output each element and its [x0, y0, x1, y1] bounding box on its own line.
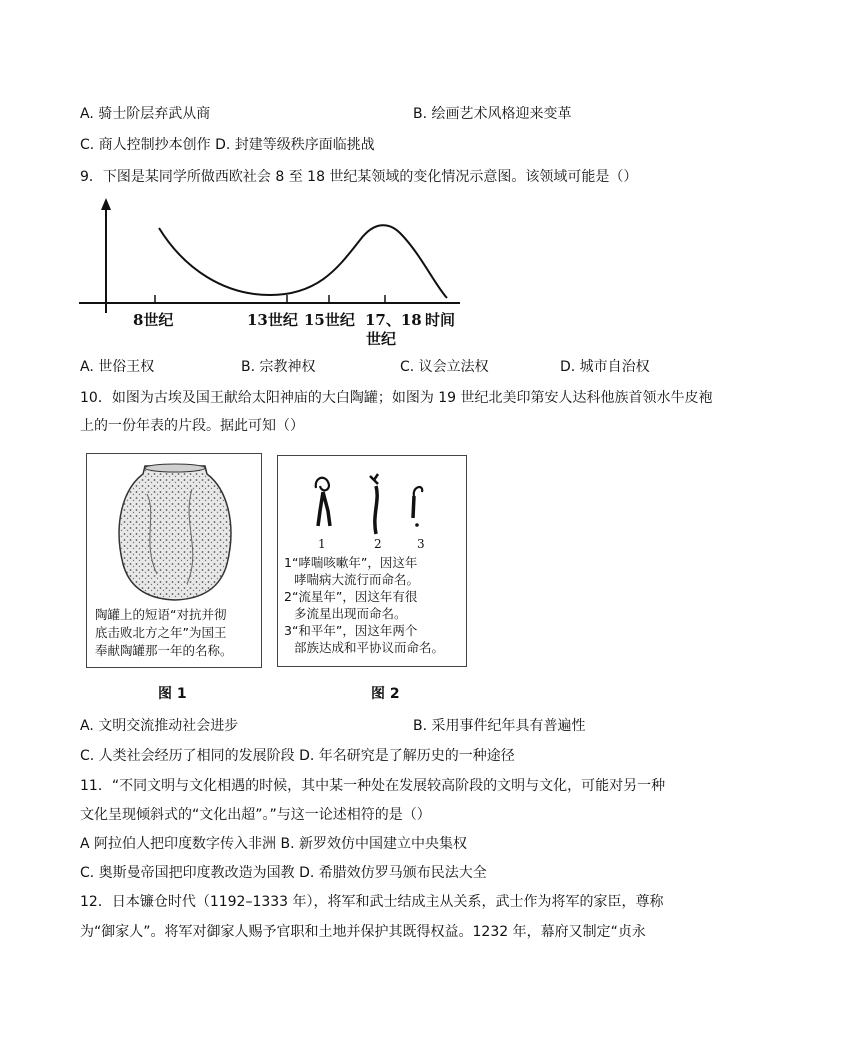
q12-stem-line1: 12．日本镰仓时代（1192–1333 年），将军和武士结成主从关系，武士作为将军的家臣，尊称 [80, 894, 664, 910]
y-axis-arrow [101, 198, 111, 210]
q10-option-a: A. 文明交流推动社会进步 [80, 718, 239, 734]
tick-label-17-18: 17、18 [365, 311, 422, 329]
q9-option-c: C. 议会立法权 [400, 359, 489, 375]
figure-2 [277, 455, 467, 667]
fig2-text-1: 1“哮喘咳嗽年”，因这年 [284, 555, 418, 570]
q9-option-b: B. 宗教神权 [241, 359, 316, 375]
q11-option-cd: C. 奥斯曼帝国把印度教改造为国教 D. 希腊效仿罗马颁布民法大全 [80, 865, 487, 881]
fig1-text-3: 奉献陶罐那一年的名称。 [95, 643, 233, 658]
fig2-text-6: 部族达成和平协议而命名。 [294, 640, 445, 655]
q9-stem: 9．下图是某同学所做西欧社会 8 至 18 世纪某领域的变化情况示意图。该领域可能是（） [80, 169, 638, 185]
pictogram-number-1: 1 [318, 537, 326, 551]
q10-stem-line2: 上的一份年表的片段。据此可知（） [80, 418, 304, 434]
q9-chart [75, 195, 475, 350]
q9-option-a: A. 世俗王权 [80, 359, 155, 375]
q11-option-ab: A 阿拉伯人把印度数字传入非洲 B. 新罗效仿中国建立中央集权 [80, 836, 467, 852]
fig1-text-2: 底击败北方之年”为国王 [95, 625, 227, 640]
q12-stem-line2: 为“御家人”。将军对御家人赐予官职和土地并保护其既得权益。1232 年，幕府又制定“贞永 [80, 924, 646, 940]
fig2-text-5: 3“和平年”，因这年两个 [284, 623, 418, 638]
q10-option-b: B. 采用事件纪年具有普遍性 [413, 718, 586, 734]
figure-2-caption: 图 2 [371, 686, 400, 702]
jar-image [87, 454, 263, 604]
q9-option-d: D. 城市自治权 [560, 359, 650, 375]
figure-1 [86, 453, 262, 668]
q8-option-cd: C. 商人控制抄本创作 D. 封建等级秩序面临挑战 [80, 137, 375, 153]
q8-option-b: B. 绘画艺术风格迎来变革 [413, 106, 572, 122]
tick-label-century: 世纪 [366, 330, 397, 348]
fig2-text-4: 多流星出现而命名。 [294, 606, 407, 621]
q10-option-cd: C. 人类社会经历了相同的发展阶段 D. 年名研究是了解历史的一种途径 [80, 748, 515, 764]
chart-series-line [159, 225, 447, 298]
pictogram-number-3: 3 [417, 537, 425, 551]
fig2-text-2: 哮喘病大流行而命名。 [294, 572, 420, 587]
figure-1-caption: 图 1 [158, 686, 187, 702]
pictogram-number-2: 2 [374, 537, 382, 551]
pictograms [278, 456, 468, 556]
x-axis-label: 时间 [425, 311, 456, 329]
tick-label-8: 8世纪 [133, 311, 174, 329]
q11-stem-line2: 文化呈现倾斜式的“文化出超”。”与这一论述相符的是（） [80, 807, 431, 823]
q11-stem-line1: 11．“不同文明与文化相遇的时候，其中某一种处在发展较高阶段的文明与文化，可能对另一种 [80, 778, 666, 794]
fig1-text-1: 陶罐上的短语“对抗并彻 [95, 607, 227, 622]
tick-label-13: 13世纪 [247, 311, 298, 329]
q8-option-a: A. 骑士阶层弃武从商 [80, 106, 211, 122]
q10-stem-line1: 10．如图为古埃及国王献给太阳神庙的大白陶罐；如图为 19 世纪北美印第安人达科他族首领水牛皮袍 [80, 390, 713, 406]
tick-label-15: 15世纪 [304, 311, 355, 329]
fig2-text-3: 2“流星年”，因这年有很 [284, 589, 418, 604]
